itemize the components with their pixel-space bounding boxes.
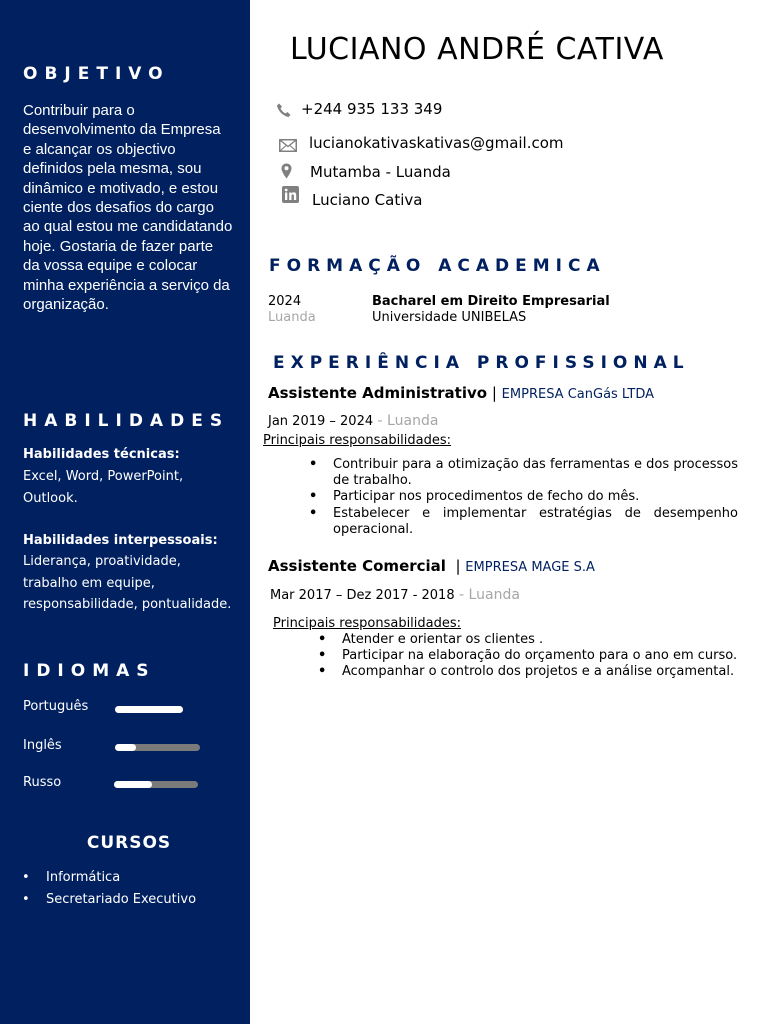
experience-title: EXPERIÊNCIA PROFISSIONAL	[273, 353, 690, 373]
objective-title: OBJETIVO	[23, 64, 170, 84]
language-label-english: Inglês	[23, 738, 62, 753]
location: Mutamba - Luanda	[310, 163, 451, 181]
linkedin-icon[interactable]	[282, 186, 299, 207]
list-item: • Contribuir para a otimização das ferramentas e dos processos de trabalho.	[333, 457, 738, 489]
job-place: - Luanda	[373, 413, 439, 429]
language-bar-english	[115, 744, 200, 751]
list-item: • Participar nos procedimentos de fecho do mês.	[333, 489, 738, 505]
education-degree: Bacharel em Direito Empresarial	[372, 294, 610, 309]
skills-title: HABILIDADES	[23, 411, 230, 431]
education-place: Luanda	[268, 310, 316, 325]
courses-title: CURSOS	[86, 833, 172, 853]
language-bar-portuguese	[115, 706, 183, 713]
responsibilities-heading: Principais responsabilidades:	[273, 616, 462, 631]
education-title: FORMAÇÃO ACADEMICA	[269, 256, 606, 276]
job-role: Assistente Administrativo	[268, 384, 488, 402]
technical-skills-heading: Habilidades técnicas:	[23, 447, 180, 462]
education-year: 2024	[268, 294, 302, 309]
responsibilities-heading: Principais responsabilidades:	[263, 433, 452, 448]
language-level-english	[115, 744, 136, 751]
location-pin-icon	[281, 163, 292, 183]
job-period: Mar 2017 – Dez 2017 - 2018	[270, 588, 455, 603]
email-address[interactable]: lucianokativaskativas@gmail.com	[309, 134, 564, 152]
course-item: • Secretariado Executivo	[0, 892, 196, 914]
mail-icon	[279, 137, 297, 156]
job-period-line	[270, 587, 520, 603]
job-period-line	[268, 413, 438, 429]
list-item: • Acompanhar o controlo dos projetos e a análise orçamental.	[342, 664, 752, 680]
interpersonal-skills-heading: Habilidades interpessoais:	[23, 533, 218, 548]
technical-skills-text: Excel, Word, PowerPoint, Outlook.	[23, 469, 184, 506]
job-separator: |	[487, 384, 502, 402]
job-heading	[268, 384, 654, 402]
job-separator: |	[445, 557, 466, 575]
phone-number[interactable]: +244 935 133 349	[301, 100, 443, 118]
candidate-name: LUCIANO ANDRÉ CATIVA	[290, 32, 664, 67]
list-item: • Participar na elaboração do orçamento para o ano em curso.	[342, 648, 752, 664]
phone-icon	[276, 102, 292, 122]
language-label-russian: Russo	[23, 775, 62, 790]
linkedin-name[interactable]: Luciano Cativa	[312, 191, 423, 209]
objective-text: Contribuir para o desenvolvimento da Empresa e alcançar os objectivo definidos pela mesma, sou dinâmico e motivado, e estou ciente dos desafios do cargo ao qual estou me candidatando hoje. Gostaria de fazer parte da vossa equipe e colocar minha experiência a serviço da organização.	[23, 102, 233, 314]
list-item: • Estabelecer e implementar estratégias de desempenho operacional.	[333, 506, 738, 538]
languages-title: IDIOMAS	[23, 661, 156, 681]
interpersonal-skills-text: Liderança, proatividade, trabalho em equipe, responsabilidade, pontualidade.	[23, 554, 232, 612]
job-period: Jan 2019 – 2024	[268, 414, 374, 429]
language-level-russian	[114, 781, 152, 788]
responsibilities-list	[342, 632, 752, 681]
language-level-portuguese	[115, 706, 183, 713]
language-bar-russian	[114, 781, 198, 788]
job-place: - Luanda	[454, 587, 520, 603]
list-item: • Atender e orientar os clientes .	[342, 632, 752, 648]
job-company: EMPRESA CanGás LTDA	[501, 387, 655, 402]
language-label-portuguese: Português	[23, 699, 89, 714]
responsibilities-list	[333, 457, 738, 538]
job-company: EMPRESA MAGE S.A	[465, 560, 595, 575]
education-school: Universidade UNIBELAS	[372, 310, 527, 325]
job-heading	[268, 557, 595, 575]
courses-list	[0, 870, 196, 914]
course-item: • Informática	[0, 870, 196, 892]
sidebar	[0, 0, 250, 1024]
job-role: Assistente Comercial	[268, 557, 446, 575]
